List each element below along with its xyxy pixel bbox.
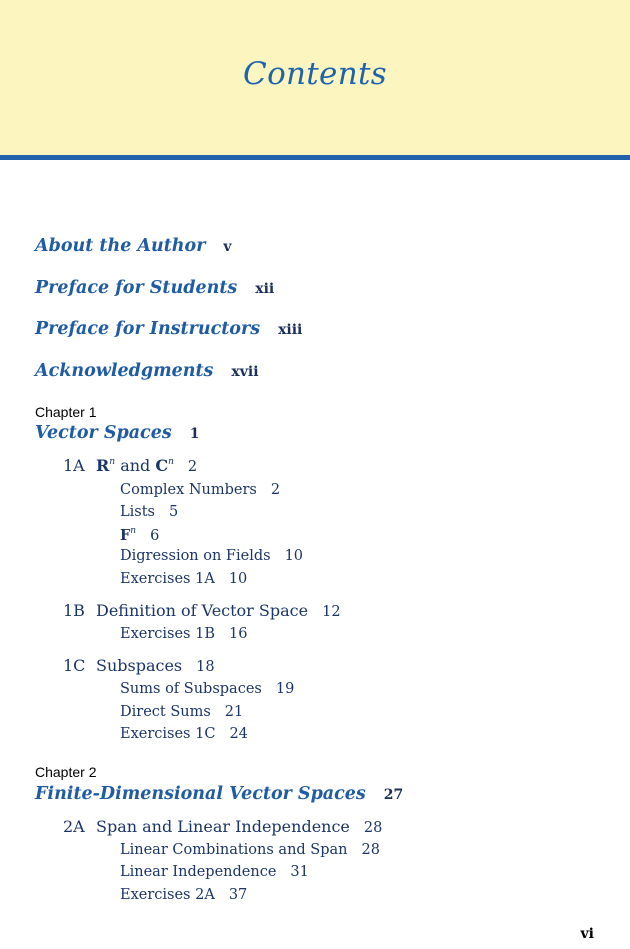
bold-c: C [155, 456, 169, 475]
toc-entry-label: About the Author [35, 236, 206, 256]
subsection-page: 10 [228, 571, 248, 587]
toc-entry-page: xiii [278, 322, 303, 338]
toc-entry-acknowledgments[interactable] [35, 361, 259, 381]
subsection-linear-combinations[interactable] [120, 842, 380, 858]
page-title: Contents [243, 56, 387, 92]
bold-r: R [96, 456, 110, 475]
chapter-title-2[interactable] [35, 784, 403, 804]
subsection-exercises-1c[interactable] [120, 726, 248, 742]
toc-entry-page: v [223, 239, 232, 255]
header-rule [0, 155, 630, 160]
toc-entry-label: Preface for Students [35, 278, 238, 298]
chapter-page: 1 [189, 426, 200, 442]
subsection-page: 6 [150, 528, 160, 544]
toc-entry-preface-students[interactable] [35, 278, 274, 298]
subsection-linear-independence[interactable] [120, 864, 309, 880]
subsection-exercises-1a[interactable] [120, 571, 247, 587]
subsection-direct-sums[interactable] [120, 704, 243, 720]
subsection-title: Linear Combinations and Span [120, 842, 348, 858]
superscript-n: n [109, 457, 116, 467]
toc-entry-page: xii [255, 281, 275, 297]
section-number: 1C [63, 656, 86, 675]
toc-entry-preface-instructors[interactable] [35, 319, 302, 339]
section-title: Span and Linear Independence [96, 817, 350, 836]
toc-entry-label: Preface for Instructors [35, 319, 261, 339]
subsection-exercises-1b[interactable] [120, 626, 247, 642]
toc-entry-label: Acknowledgments [35, 361, 214, 381]
subsection-page: 28 [361, 842, 380, 858]
subsection-fn[interactable] [120, 526, 159, 544]
subsection-title: Digression on Fields [120, 548, 271, 564]
subsection-title: Direct Sums [120, 704, 211, 720]
section-1a[interactable] [63, 456, 197, 475]
section-1c[interactable] [63, 656, 215, 675]
subsection-page: 24 [229, 726, 248, 742]
section-title-and: and [120, 456, 151, 475]
page-number: vi [580, 926, 594, 942]
section-number: 2A [63, 817, 85, 836]
subsection-title: Complex Numbers [120, 482, 257, 498]
subsection-lists[interactable] [120, 504, 178, 520]
subsection-title: F [120, 527, 131, 544]
section-page: 28 [363, 820, 383, 836]
superscript-n: n [168, 457, 174, 467]
subsection-page: 31 [290, 864, 309, 880]
chapter-title-text: Vector Spaces [35, 423, 172, 443]
chapter-title-1[interactable] [35, 423, 199, 443]
subsection-sums-subspaces[interactable] [120, 681, 294, 697]
subsection-page: 10 [284, 548, 304, 564]
subsection-page: 21 [224, 704, 244, 720]
subsection-title: Exercises 1B [120, 626, 215, 642]
subsection-title: Sums of Subspaces [120, 681, 262, 697]
subsection-page: 2 [270, 482, 281, 498]
chapter-label: Chapter 1 [35, 404, 97, 420]
toc-entry-about-author[interactable] [35, 236, 232, 256]
section-title: Subspaces [96, 656, 183, 675]
subsection-title: Exercises 2A [120, 887, 215, 903]
superscript-n: n [130, 526, 137, 536]
section-page: 2 [187, 459, 198, 475]
subsection-title: Exercises 1A [120, 571, 215, 587]
subsection-digression-fields[interactable] [120, 548, 303, 564]
subsection-page: 19 [275, 681, 295, 697]
section-number: 1A [63, 456, 85, 475]
subsection-page: 16 [229, 626, 248, 642]
section-page: 12 [322, 604, 341, 620]
subsection-title: Exercises 1C [120, 726, 216, 742]
subsection-complex-numbers[interactable] [120, 482, 280, 498]
subsection-exercises-2a[interactable] [120, 887, 247, 903]
chapter-label: Chapter 2 [35, 764, 97, 780]
section-2a[interactable] [63, 817, 382, 836]
chapter-page: 27 [383, 787, 404, 803]
section-title: Definition of Vector Space [96, 601, 309, 620]
subsection-title: Lists [120, 504, 155, 520]
section-1b[interactable] [63, 601, 341, 620]
subsection-page: 5 [168, 504, 179, 520]
subsection-page: 37 [228, 887, 248, 903]
subsection-title: Linear Independence [120, 864, 277, 880]
section-page: 18 [196, 659, 215, 675]
chapter-title-text: Finite-Dimensional Vector Spaces [35, 784, 366, 804]
section-number: 1B [63, 601, 85, 620]
toc-entry-page: xvii [231, 364, 259, 380]
